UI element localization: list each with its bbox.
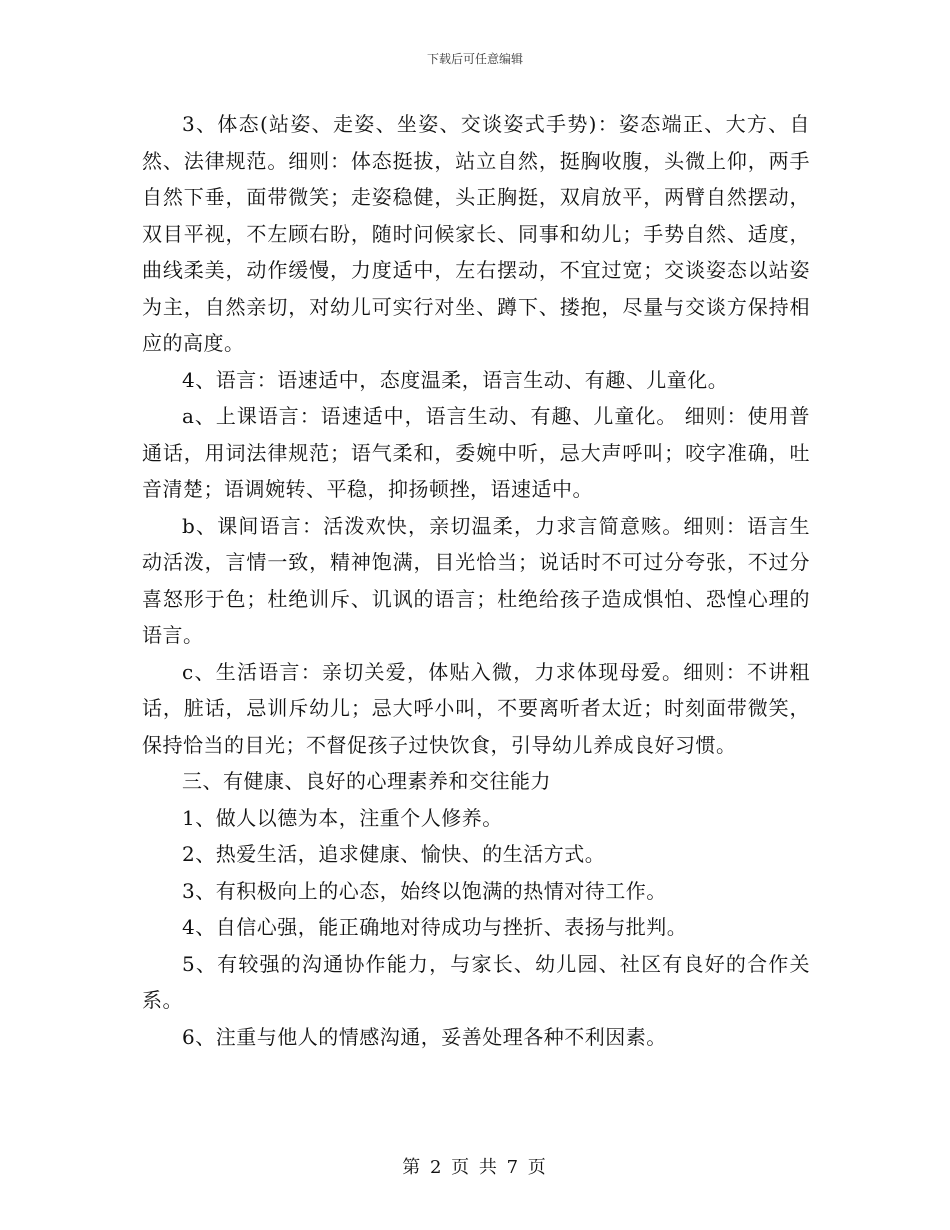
document-body: [142, 106, 810, 1055]
paragraph-item-1: 1、做人以德为本，注重个人修养。: [182, 805, 503, 830]
section-heading: 三、有健康、良好的心理素养和交往能力: [182, 769, 551, 793]
paragraph-language: 4、语言：语速适中，态度温柔，语言生动、有趣、儿童化。: [182, 367, 729, 392]
paragraph-item-4: 4、自信心强，能正确地对待成功与挫折、表扬与批判。: [182, 915, 688, 939]
paragraph-item-3: 3、有积极向上的心态，始终以饱满的热情对待工作。: [182, 878, 667, 903]
paragraph-break-language: b、课间语言：活泼欢快，亲切温柔，力求言简意赅。细则：语言生动活泼，言情一致，精神饱满，目光恰当；说话时不可过分夸张，不过分喜怒形于色；杜绝训斥、讥讽的语言；杜绝给孩子造成惧怕、恐惶心理的语言。: [142, 513, 810, 647]
paragraph-class-language: a、上课语言：语速适中，语言生动、有趣、儿童化。 细则：使用普通话，用词法律规范；语气柔和，委婉中听，忌大声呼叫；咬字准确，吐音清楚；语调婉转、平稳，抑扬顿挫，语速适中。: [142, 404, 810, 501]
paragraph-item-5: 5、有较强的沟通协作能力，与家长、幼儿园、社区有良好的合作关系。: [142, 951, 810, 1012]
paragraph-item-2: 2、热爱生活，追求健康、愉快、的生活方式。: [182, 842, 606, 866]
page-header: 下载后可任意编辑: [426, 52, 523, 66]
page-number: 第 2 页 共 7 页: [402, 1157, 548, 1178]
paragraph-item-6: 6、注重与他人的情感沟通，妥善处理各种不利因素。: [182, 1024, 667, 1049]
paragraph-posture: 3、体态(站姿、走姿、坐姿、交谈姿式手势)：姿态端正、大方、自然、法律规范。细则：体态挺拔，站立自然，挺胸收腹，头微上仰，两手自然下垂，面带微笑；走姿稳健，头正胸挺，双肩放平，两臂自然摆动，双目平视，不左顾右盼，随时问候家长、同事和幼儿；手势自然、适度，曲线柔美，动作缓慢，力度适中，左右摆动，不宜过宽；交谈姿态以站姿为主，自然亲切，对幼儿可实行对坐、蹲下、搂抱，尽量与交谈方保持相应的高度。: [142, 112, 810, 355]
paragraph-daily-language: c、生活语言：亲切关爱，体贴入微，力求体现母爱。细则：不讲粗话，脏话，忌训斥幼儿；忌大呼小叫，不要离听者太近；时刻面带微笑，保持恰当的目光；不督促孩子过快饮食，引导幼儿养成良好习惯。: [142, 659, 810, 757]
